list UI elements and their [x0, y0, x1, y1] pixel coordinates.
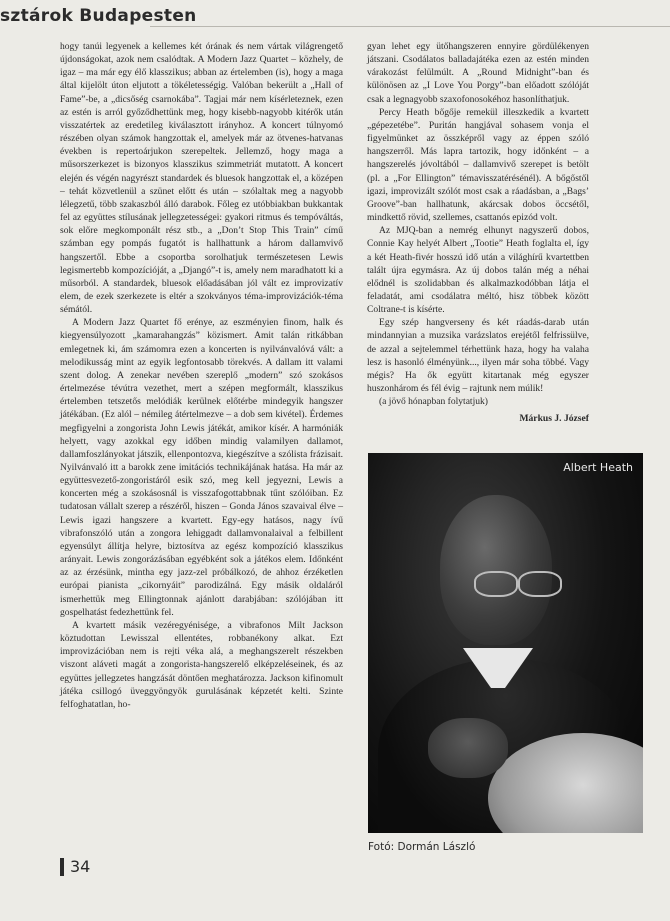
right-column: [367, 40, 589, 426]
page-number-bar: [60, 858, 64, 876]
paragraph: Percy Heath bőgője remekül illeszkedik a kvartett „gépezetébe”. Puritán hangjával sohasem vonja el figyelmünket az összképről vagy az éppen szóló hangszerről. Más lapra tartozik, hogy időnként – a hangszerelés jóvoltából – dallamvivő szerepet is betölt (pl. a „For Ellington” témavisszatérésénél). A bőgőstől igazi, improvizált szólót most csak a ráadásban, a „Bags’ Groove”-ban hallhatunk, akárcsak dobos öccsétől, mindkettő rövid, szellemes, csattanós epizód volt.: [367, 106, 589, 224]
paragraph: A kvartett másik vezéregyénisége, a vibrafonos Milt Jackson köztudottan Lewisszal ellentétes, robbanékony alkat. Ezt improvizációban nem is rejti véka alá, a meghangszerelt részekben viszont aláveti magát a zongorista-hangszerelő elképzeléseinek, és az együttes jellegzetes hangzását döntően meghatározza. Jackson kifinomult játéka csillogó üveggyöngyök gurulásának képzetét kelti. Szinte felfoghatatlan, ho-: [60, 619, 343, 710]
paragraph: gyan lehet egy ütőhangszeren ennyire gördülékenyen játszani. Csodálatos balladajátéka ezen az estén minden várakozást felülmúlt. A „Round Midnight”-ban és különösen az „I Love You Porgy”-ban előadott szólóját csak a legnagyobb szaxofonosokéhoz hasonlíthatjuk.: [367, 41, 589, 105]
photo-hand: [428, 718, 508, 778]
header-rule: [150, 26, 670, 27]
paragraph: hogy tanúi legyenek a kellemes két órának és nem vártak világrengető újdonságokat, azok nem csalódtak. A Modern Jazz Quartet – közhely, de igaz – ma már egy élő klasszikus; abban az értelemben (is), hogy a maga által kijelölt úton eljutott a tökéletességig. Valóban bekerült a „Hall of Fame”-be, a „dicsőség csarnokába”. Tagjai már nem kísérleteznek, ezen az estén is arról győződhettünk meg, hogy kisebb-nagyobb kitérők után visszatértek az eredetileg kiválasztott irányhoz. A koncert túlnyomó részében olyan számok hangzottak el, amelyek már az ötvenes-hatvanas években is repertoárjukon szerepeltek. Jellemző, hogy maga a műsorszerkezet is bizonyos klasszikus szimmetriát mutatott. A koncert elején és végén nagyrészt standardek és bluesok hangzottak el, a középen – tehát közvetlenül a szünet előtt és után – szólaltak meg a nagyobb lélegzetű, több szakaszból álló darabok. Főleg ez utóbbiakban bukkantak fel az együttes stílusának jellegzetességei: gyakori ritmus és tempóváltás, sok előre megkomponált rész stb., a „Don’t Stop This Train” című számban egy pompás fugatót is hallhattunk a három dallamvivő hangszertől. Ebbe a csoportba sorolhatjuk természetesen Lewis legismertebb kompozícióját, a „Djangó”-t is, amely nem maradhatott ki a műsorból. A standardek, bluesok előadásában jól vált ez improvizatív elem, de ezek szerkezete is eltér a szokványos téma-improvizációk-téma sémától.: [60, 41, 343, 316]
paragraph: A Modern Jazz Quartet fő erénye, az eszményien finom, halk és kiegyensúlyozott „kamarahangzás” közismert. Amit talán ritkábban emlegetnek ki, ám számomra ezen a koncerten is nyilvánvalóvá vált: a melodikusság mint az egyik legfontosabb törekvés. A dallam itt valami szent dolog. A zenekar nevében szereplő „modern” szó szokásos értelmezése tévútra vezethet, mert a szépen megformált, klasszikus értelemben tetszetős melódiák kerülnek előtérbe mindegyik hangszer játékában. (Ez alól – némileg átértelmezve – a dob sem kivétel). Érdemes megfigyelni a zongorista John Lewis játékát, amikor kísér. A harmóniák helyett, vagy azokkal egy időben mindig valamilyen dallamot, dallamfoszlányokat játszik, ellenpontozva, kiegészítve a szólista frázisait. Nyilvánvaló itt a barokk zene imitációs technikájának hatása. Ha már az együttesvezető-zongoristáról esik szó, meg kell jegyezni, Lewis a koncerten még a szokásosnál is visszafogottabbnak tűnt szólóiban. Ez tudatosan vállalt szerep a részéről, hiszen – Gonda János szavaival élve – Lewis igazi hangszere a kvartett. Egy-egy hatásos, nagy ívű vibrafonszóló után a zongora lehiggadt dallamvonalaival a felbillent egyensúlyt állítja helyre, biztosítva az egész kompozíció klasszikus arányait. Lewis zongorázásában egyébként sok a játékos elem. Időnként az az érzésünk, mintha egy jazz-zel próbálkozó, de ahhoz érzéketlen európai pianista „cikornyáit” parodizálná. Egy másik oldaláról ismerhettük meg Ellingtonnak ajánlott darabjában: szólójában itt gospelhatást fedezhettünk fel.: [60, 317, 343, 618]
page-header: [0, 6, 670, 32]
photo-glasses: [446, 571, 564, 593]
photo-figure-head: [440, 495, 552, 645]
photo-caption: Fotó: Dormán László: [368, 841, 476, 853]
author-signature: Márkus J. József: [519, 413, 589, 425]
paragraph: Az MJQ-ban a nemrég elhunyt nagyszerű dobos, Connie Kay helyét Albert „Tootie” Heath foglalta el, így a két Heath-fivér hosszú idő után a világhírű kvartettben talált újra egymásra. Az új dobos talán még a néhai elődnél is szolidabban és alkalmazkodóbban látja el feladatát, ami csodálatra méltó, hisz többek között Coltrane-t is kísérte.: [367, 225, 589, 316]
paragraph: Egy szép hangverseny és két ráadás-darab után mindannyian a muzsika varázslatos erejétől felfrissülve, de azzal a sejtelemmel térhettünk haza, hogy ha valaha lesz is hasonló élményünk..., ilyen már soha többé. Vagy mégis? Ha ők együtt kitartanak még egyszer huszonhárom és fél évig – rajtunk nem múlik!: [367, 317, 589, 395]
section-title: sztárok Budapesten: [0, 6, 197, 26]
page-number: 34: [70, 857, 91, 876]
portrait-photo: [368, 453, 643, 833]
continuation-note: (a jövő hónapban folytatjuk): [379, 396, 488, 408]
left-column: [60, 40, 343, 711]
photo-label: Albert Heath: [563, 461, 633, 474]
